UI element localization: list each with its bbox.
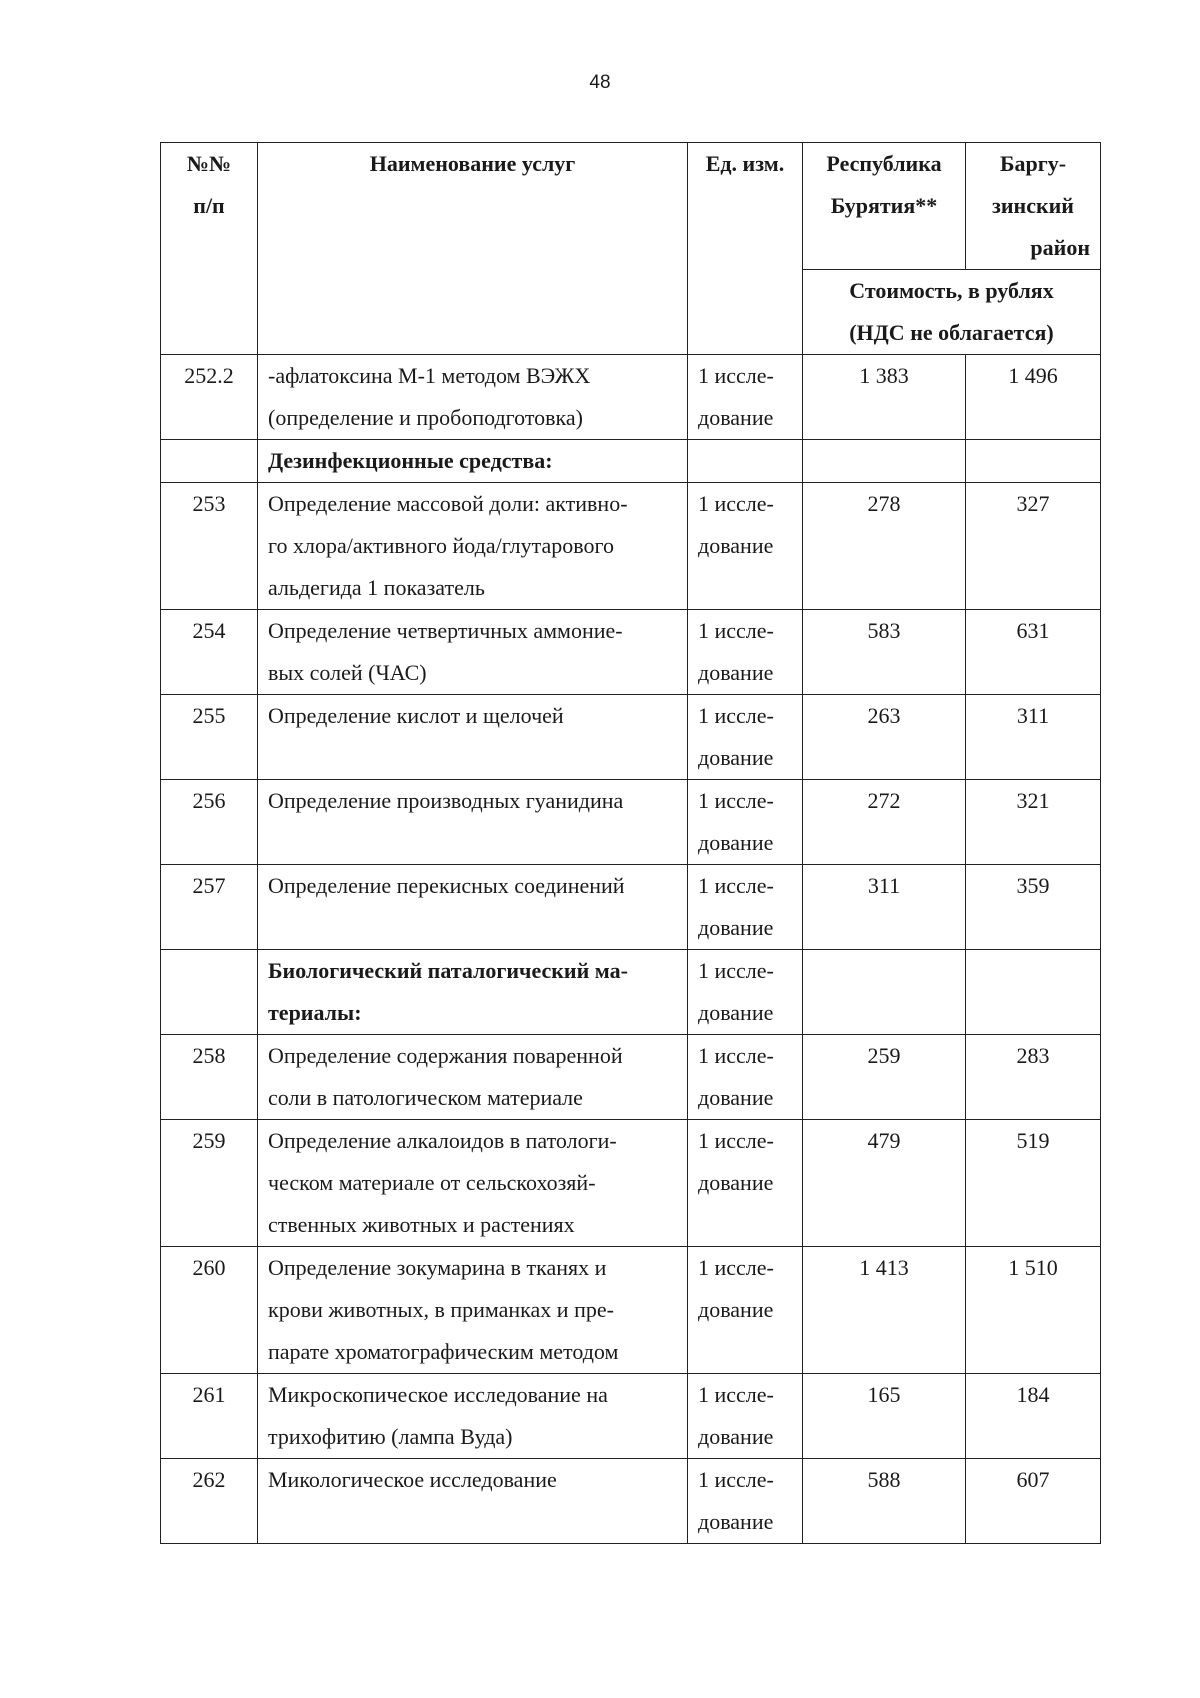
- price-barguzin: [966, 355, 1101, 440]
- price-barguzin-text: 1 510: [1008, 1255, 1058, 1280]
- row-number: [161, 610, 258, 695]
- service-name-line: ческом материале от сельскохозяй-: [268, 1170, 596, 1195]
- service-name-line: го хлора/активного йода/глутарового: [268, 533, 614, 558]
- row-number: [161, 780, 258, 865]
- row-number-text: 261: [192, 1382, 226, 1407]
- price-barguzin: [966, 865, 1101, 950]
- price-buryatia-text: 583: [867, 618, 901, 643]
- price-buryatia: [803, 780, 966, 865]
- unit-line: дование: [698, 1170, 774, 1195]
- unit-line: 1 иссле-: [698, 363, 774, 388]
- unit-line: дование: [698, 915, 774, 940]
- unit: [688, 1120, 803, 1247]
- row-number: [161, 1459, 258, 1544]
- header-cost: [803, 270, 1101, 355]
- price-barguzin: [966, 950, 1101, 1035]
- unit: [688, 950, 803, 1035]
- price-buryatia: [803, 1120, 966, 1247]
- unit-line: 1 иссле-: [698, 788, 774, 813]
- price-buryatia-text: 165: [867, 1382, 901, 1407]
- price-buryatia-text: 263: [867, 703, 901, 728]
- unit-line: 1 иссле-: [698, 1043, 774, 1068]
- price-buryatia: [803, 610, 966, 695]
- row-number-text: 253: [192, 491, 226, 516]
- table-row: [161, 865, 1101, 950]
- price-barguzin-text: 519: [1016, 1128, 1050, 1153]
- row-number-text: 256: [192, 788, 226, 813]
- header-name: [258, 143, 688, 355]
- service-name: [258, 865, 688, 950]
- price-barguzin-text: 359: [1016, 873, 1050, 898]
- service-name: [258, 440, 688, 483]
- service-name: [258, 1035, 688, 1120]
- unit: [688, 610, 803, 695]
- price-barguzin-text: 327: [1016, 491, 1050, 516]
- unit-line: 1 иссле-: [698, 1255, 774, 1280]
- unit-line: дование: [698, 1297, 774, 1322]
- price-buryatia: [803, 483, 966, 610]
- header-region2-line: зинский: [992, 193, 1074, 218]
- unit-line: дование: [698, 533, 774, 558]
- unit: [688, 1247, 803, 1374]
- header-num-line: №№: [186, 151, 232, 176]
- service-name-line: Определение производных гуанидина: [268, 788, 624, 813]
- service-name-line: Определение четвертичных аммоние-: [268, 618, 623, 643]
- row-number: [161, 950, 258, 1035]
- row-number: [161, 483, 258, 610]
- price-buryatia-text: 1 383: [859, 363, 909, 388]
- price-buryatia-text: 259: [867, 1043, 901, 1068]
- service-name-line: альдегида 1 показатель: [268, 575, 485, 600]
- row-number-text: 262: [192, 1467, 226, 1492]
- price-buryatia: [803, 865, 966, 950]
- price-barguzin: [966, 610, 1101, 695]
- unit: [688, 695, 803, 780]
- service-name-line: вых солей (ЧАС): [268, 660, 427, 685]
- price-buryatia: [803, 355, 966, 440]
- table-row: [161, 950, 1101, 1035]
- unit: [688, 780, 803, 865]
- header-unit-line: Ед. изм.: [705, 151, 785, 176]
- row-number-text: 258: [192, 1043, 226, 1068]
- price-buryatia-text: 272: [867, 788, 901, 813]
- service-name-line: Дезинфекционные средства:: [268, 448, 553, 473]
- price-buryatia: [803, 1035, 966, 1120]
- unit: [688, 1374, 803, 1459]
- price-barguzin: [966, 1459, 1101, 1544]
- price-barguzin: [966, 1035, 1101, 1120]
- unit: [688, 1035, 803, 1120]
- unit-line: 1 иссле-: [698, 618, 774, 643]
- row-number-text: 257: [192, 873, 226, 898]
- price-buryatia-text: 588: [867, 1467, 901, 1492]
- service-name-line: ственных животных и растениях: [268, 1212, 575, 1237]
- header-num-line: п/п: [193, 193, 225, 218]
- unit-line: дование: [698, 1424, 774, 1449]
- unit-line: 1 иссле-: [698, 1382, 774, 1407]
- price-buryatia: [803, 1247, 966, 1374]
- header-region1-line: Бурятия**: [830, 193, 938, 218]
- header-region1-line: Республика: [826, 151, 942, 176]
- unit-line: дование: [698, 1000, 774, 1025]
- service-name: [258, 1374, 688, 1459]
- price-barguzin-text: 184: [1016, 1382, 1050, 1407]
- unit-line: 1 иссле-: [698, 491, 774, 516]
- service-name-line: Биологический паталогический ма-: [268, 958, 628, 983]
- service-name-line: Определение кислот и щелочей: [268, 703, 564, 728]
- table-row: [161, 355, 1101, 440]
- table-row: [161, 1459, 1101, 1544]
- row-number: [161, 1120, 258, 1247]
- price-barguzin: [966, 1247, 1101, 1374]
- service-name-line: Определение массовой доли: активно-: [268, 491, 628, 516]
- row-number-text: 260: [192, 1255, 226, 1280]
- unit: [688, 1459, 803, 1544]
- price-buryatia-text: 278: [867, 491, 901, 516]
- price-barguzin: [966, 780, 1101, 865]
- header-region2-line: Баргу-: [999, 151, 1067, 176]
- service-name: [258, 950, 688, 1035]
- price-barguzin: [966, 440, 1101, 483]
- price-barguzin: [966, 1374, 1101, 1459]
- unit-line: 1 иссле-: [698, 958, 774, 983]
- row-number: [161, 865, 258, 950]
- table-row: [161, 1120, 1101, 1247]
- service-name: [258, 780, 688, 865]
- price-barguzin: [966, 1120, 1101, 1247]
- unit-line: дование: [698, 830, 774, 855]
- service-name-line: (определение и пробоподготовка): [268, 405, 584, 430]
- table-row: [161, 695, 1101, 780]
- service-name-line: соли в патологическом материале: [268, 1085, 583, 1110]
- price-table: [160, 142, 1101, 1544]
- unit: [688, 440, 803, 483]
- row-number: [161, 1374, 258, 1459]
- header-name-line: Наименование услуг: [369, 151, 576, 176]
- unit-line: 1 иссле-: [698, 703, 774, 728]
- unit-line: дование: [698, 1085, 774, 1110]
- unit-line: дование: [698, 745, 774, 770]
- unit-line: 1 иссле-: [698, 1467, 774, 1492]
- table-row: [161, 483, 1101, 610]
- header-region2: [966, 143, 1101, 270]
- price-barguzin-text: 631: [1016, 618, 1050, 643]
- service-name-line: крови животных, в приманках и пре-: [268, 1297, 614, 1322]
- unit-line: 1 иссле-: [698, 1128, 774, 1153]
- service-name-line: териалы:: [268, 1000, 362, 1025]
- unit-line: дование: [698, 1509, 774, 1534]
- service-name-line: Определение перекисных соединений: [268, 873, 625, 898]
- unit: [688, 355, 803, 440]
- price-barguzin-text: 283: [1016, 1043, 1050, 1068]
- table-row: [161, 610, 1101, 695]
- table-row: [161, 1374, 1101, 1459]
- unit-line: дование: [698, 405, 774, 430]
- unit: [688, 483, 803, 610]
- header-cost-line: Стоимость, в рублях: [849, 278, 1054, 303]
- table-row: [161, 1247, 1101, 1374]
- service-name-line: Микологическое исследование: [268, 1467, 557, 1492]
- service-name: [258, 610, 688, 695]
- price-barguzin-text: 321: [1016, 788, 1050, 813]
- table-header: [161, 143, 1101, 355]
- price-barguzin-text: 311: [1016, 703, 1050, 728]
- service-name: [258, 483, 688, 610]
- price-barguzin-text: 607: [1016, 1467, 1050, 1492]
- header-cost-line: (НДС не облагается): [849, 320, 1054, 345]
- row-number: [161, 695, 258, 780]
- row-number: [161, 440, 258, 483]
- price-buryatia: [803, 950, 966, 1035]
- unit-line: дование: [698, 660, 774, 685]
- service-name: [258, 695, 688, 780]
- price-buryatia: [803, 695, 966, 780]
- price-buryatia-text: 1 413: [859, 1255, 909, 1280]
- service-name: [258, 1459, 688, 1544]
- service-name: [258, 1247, 688, 1374]
- price-buryatia: [803, 1459, 966, 1544]
- price-buryatia: [803, 440, 966, 483]
- service-name-line: -афлатоксина М-1 методом ВЭЖХ: [268, 363, 591, 388]
- row-number: [161, 355, 258, 440]
- table-row: [161, 1035, 1101, 1120]
- header-unit: [688, 143, 803, 355]
- table-row: [161, 440, 1101, 483]
- price-barguzin: [966, 695, 1101, 780]
- row-number-text: 252.2: [184, 363, 234, 388]
- row-number-text: 254: [192, 618, 226, 643]
- service-name-line: Определение содержания поваренной: [268, 1043, 623, 1068]
- unit: [688, 865, 803, 950]
- unit-line: 1 иссле-: [698, 873, 774, 898]
- row-number: [161, 1247, 258, 1374]
- price-buryatia-text: 311: [867, 873, 901, 898]
- row-number-text: 259: [192, 1128, 226, 1153]
- service-name: [258, 355, 688, 440]
- table-row: [161, 780, 1101, 865]
- service-name-line: Микроскопическое исследование на: [268, 1382, 608, 1407]
- table-body: [161, 355, 1101, 1544]
- header-region2-line: район: [1030, 235, 1090, 260]
- price-barguzin-text: 1 496: [1008, 363, 1058, 388]
- row-number: [161, 1035, 258, 1120]
- header-region1: [803, 143, 966, 270]
- service-name-line: трихофитию (лампа Вуда): [268, 1424, 513, 1449]
- page-number: 48: [589, 72, 611, 93]
- service-name-line: Определение зокумарина в тканях и: [268, 1255, 607, 1280]
- header-num: [161, 143, 258, 355]
- service-name-line: Определение алкалоидов в патологи-: [268, 1128, 617, 1153]
- price-buryatia: [803, 1374, 966, 1459]
- service-name-line: парате хроматографическим методом: [268, 1339, 619, 1364]
- row-number-text: 255: [192, 703, 226, 728]
- price-barguzin: [966, 483, 1101, 610]
- price-buryatia-text: 479: [867, 1128, 901, 1153]
- service-name: [258, 1120, 688, 1247]
